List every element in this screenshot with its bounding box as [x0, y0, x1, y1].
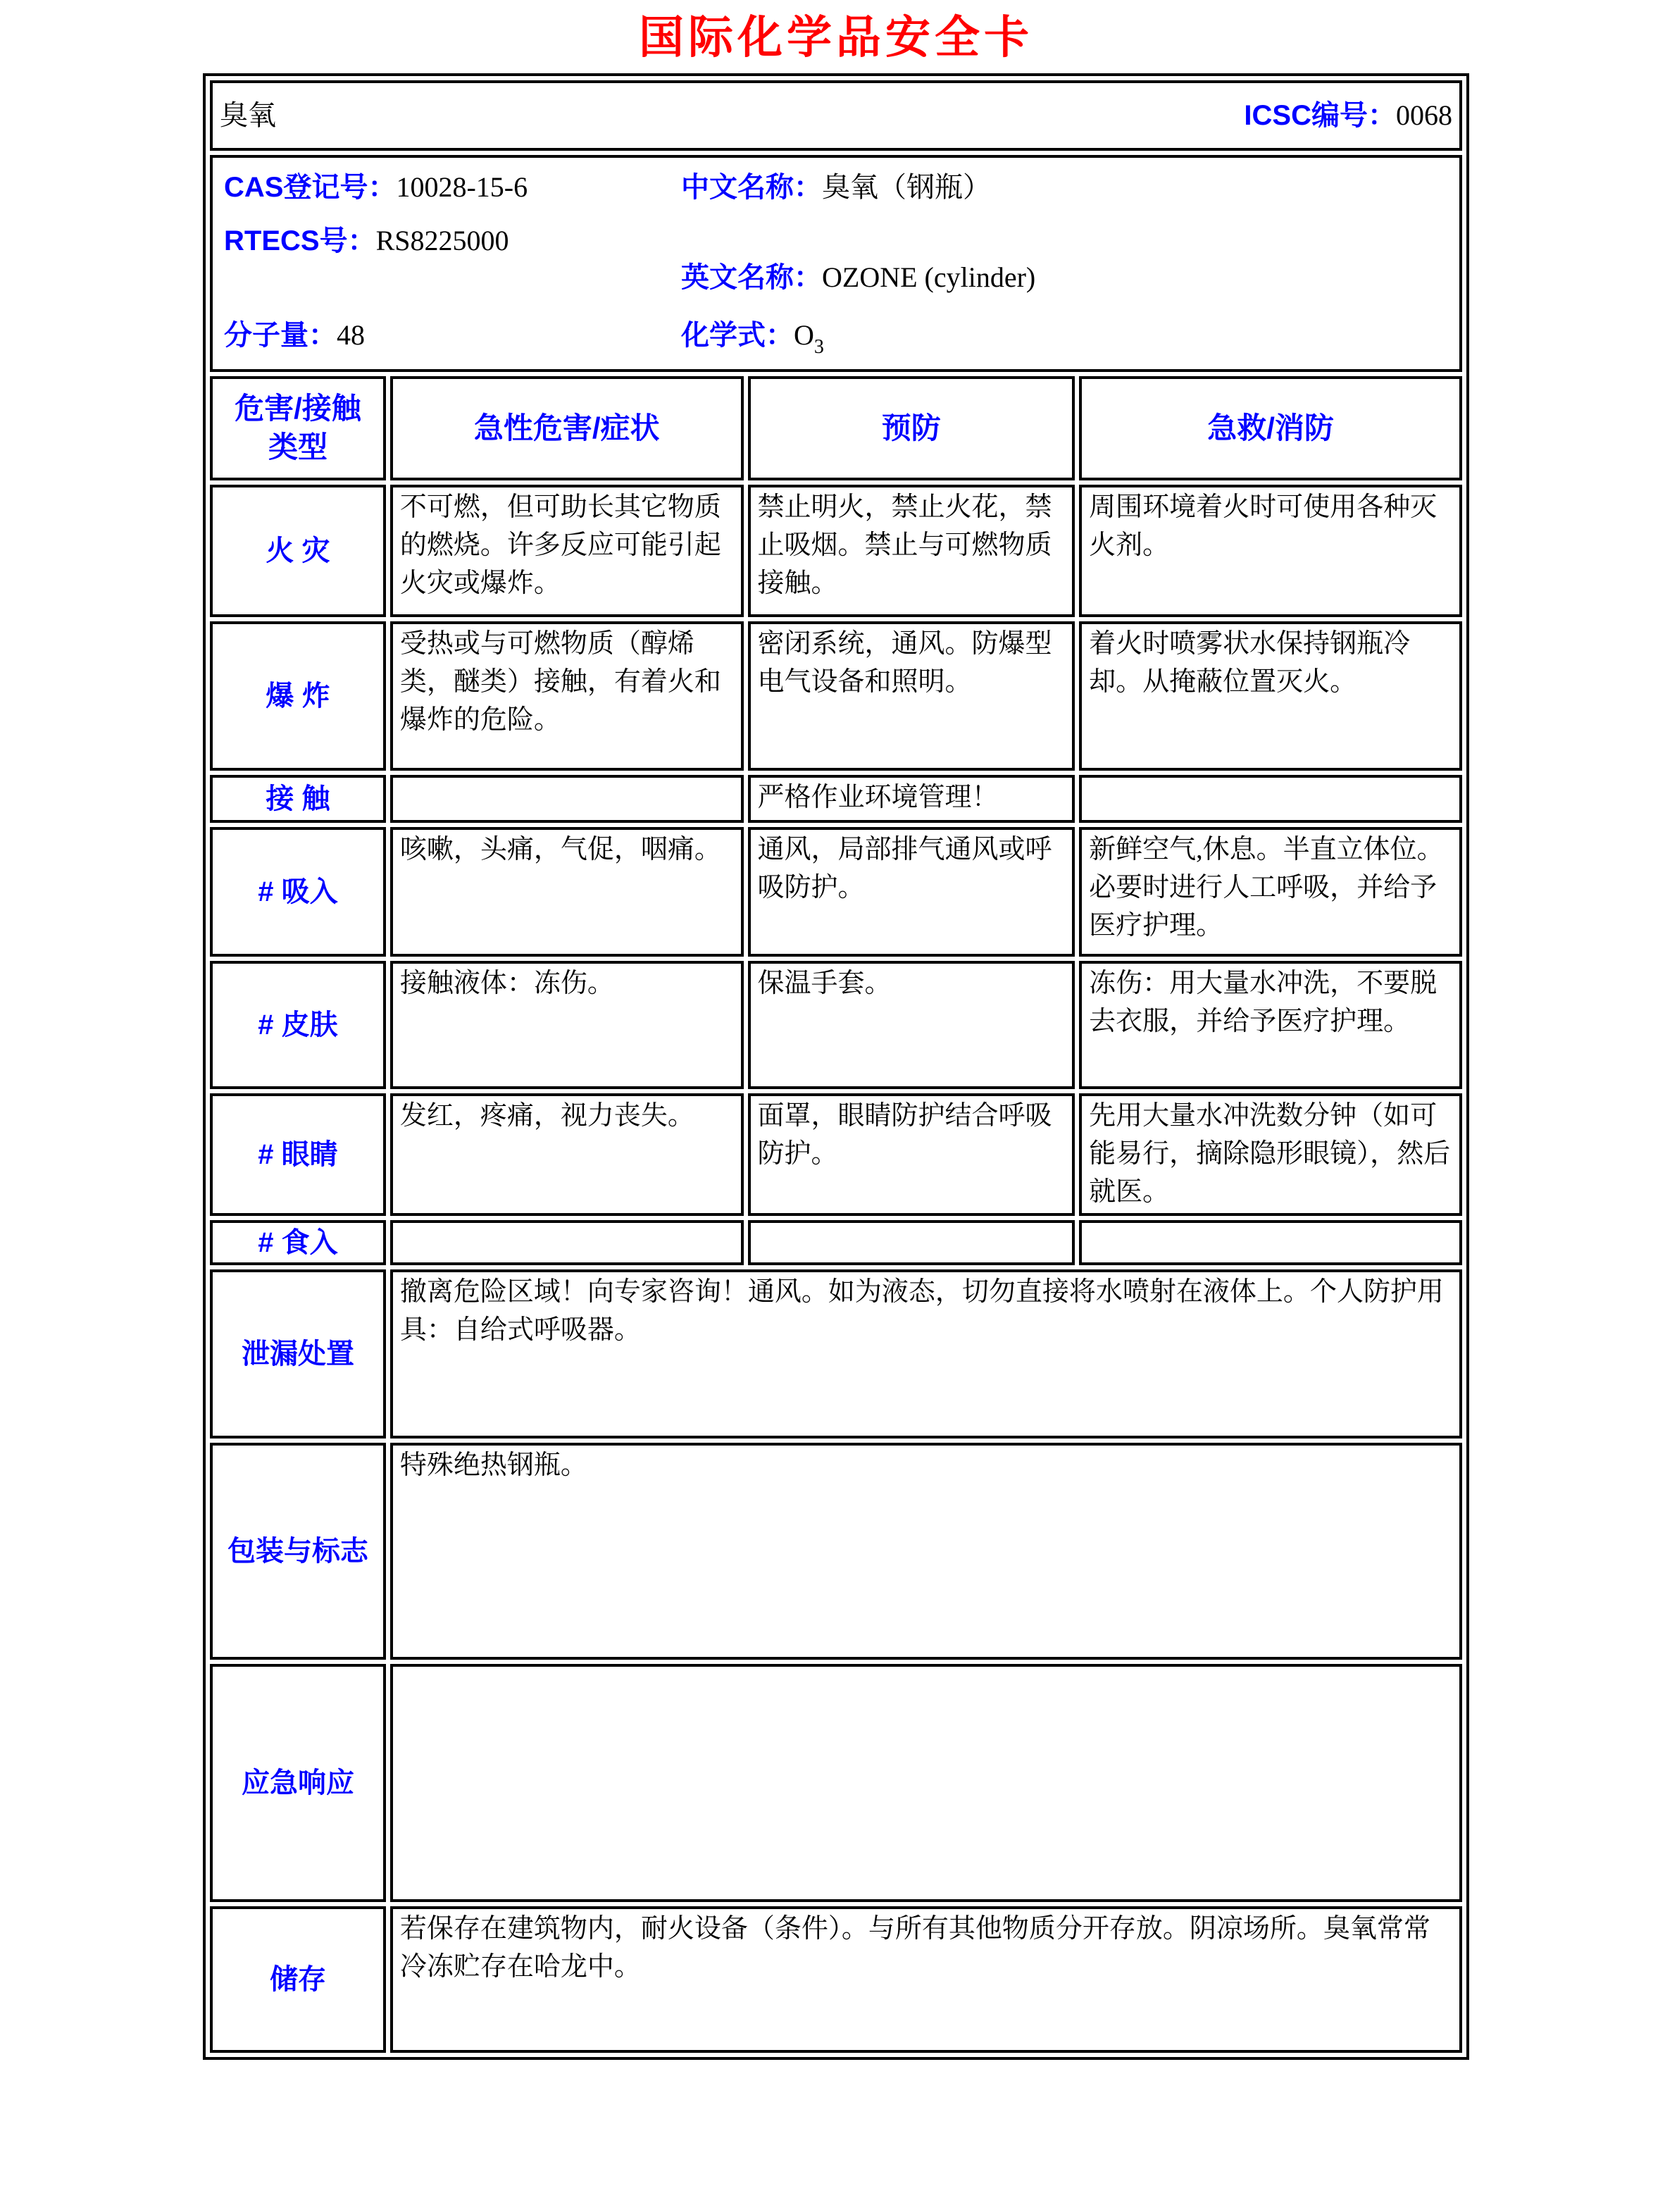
table-row-storage [210, 1906, 1462, 2053]
ingestion-symptoms-cell [390, 1220, 744, 1265]
inhalation-symptoms-cell: 咳嗽，头痛，气促，咽痛。 [390, 827, 744, 957]
exposure-firstaid-cell [1079, 775, 1462, 823]
explosion-symptoms-cell: 受热或与可燃物质（醇烯类，醚类）接触，有着火和爆炸的危险。 [390, 621, 744, 771]
ingestion-firstaid-cell [1079, 1220, 1462, 1265]
exposure-symptoms-cell [390, 775, 744, 823]
icsc-number-group [1244, 96, 1452, 136]
table-row-spill-disposal [210, 1269, 1462, 1439]
table-row-identity [210, 155, 1462, 372]
fire-firstaid-cell: 周围环境着火时可使用各种灭火剂。 [1079, 485, 1462, 617]
page-title: 国际化学品安全卡 [639, 13, 1033, 63]
section-label-storage: 储存 [210, 1906, 386, 2053]
english-name-field [681, 258, 1035, 298]
english-name-value: OZONE (cylinder) [822, 261, 1036, 293]
icsc-number-value: 0068 [1396, 99, 1452, 131]
spill-disposal-content-cell: 撤离危险区域！向专家咨询！通风。如为液态，切勿直接将水喷射在液体上。个人防护用具：自给式呼吸器。 [390, 1269, 1462, 1439]
table-row-eyes [210, 1093, 1462, 1216]
skin-firstaid-cell: 冻伤：用大量水冲洗，不要脱去衣服，并给予医疗护理。 [1079, 961, 1462, 1089]
table-row-emergency-response [210, 1664, 1462, 1902]
skin-prevention-cell: 保温手套。 [748, 961, 1075, 1089]
col-header-hazard-type: 危害/接触 类型 [210, 376, 386, 480]
icsc-number-label: ICSC编号： [1244, 99, 1396, 131]
english-name-label: 英文名称： [681, 262, 822, 293]
col-header-symptoms: 急性危害/症状 [390, 376, 744, 480]
eyes-symptoms-cell: 发红，疼痛，视力丧失。 [390, 1093, 744, 1216]
table-row-header [210, 80, 1462, 151]
rtecs-field [224, 221, 509, 261]
hazard-label-eyes: # 眼睛 [210, 1093, 386, 1216]
explosion-prevention-cell: 密闭系统，通风。防爆型电气设备和照明。 [748, 621, 1075, 771]
chemical-formula-field [681, 316, 824, 361]
hazard-label-explosion: 爆 炸 [210, 621, 386, 771]
table-row-inhalation [210, 827, 1462, 957]
hazard-label-inhalation: # 吸入 [210, 827, 386, 957]
cas-value: 10028-15-6 [396, 171, 528, 203]
chinese-name-value: 臭氧（钢瓶） [822, 171, 991, 203]
fire-prevention-cell: 禁止明火，禁止火花，禁止吸烟。禁止与可燃物质接触。 [748, 485, 1075, 617]
section-label-emergency-response: 应急响应 [210, 1664, 386, 1902]
rtecs-value: RS8225000 [375, 225, 509, 256]
col-header-prevention: 预防 [748, 376, 1075, 480]
section-label-packaging: 包装与标志 [210, 1443, 386, 1660]
molecular-weight-value: 48 [337, 319, 365, 351]
identity-cell [210, 155, 1462, 372]
explosion-firstaid-cell: 着火时喷雾状水保持钢瓶冷却。从掩蔽位置灭火。 [1079, 621, 1462, 771]
ingestion-prevention-cell [748, 1220, 1075, 1265]
table-row-ingestion [210, 1220, 1462, 1265]
molecular-weight-field [224, 316, 365, 356]
exposure-prevention-cell: 严格作业环境管理！ [748, 775, 1075, 823]
table-row-exposure [210, 775, 1462, 823]
substance-name: 臭氧 [220, 99, 276, 131]
table-row-column-headers [210, 376, 1462, 480]
cas-field [224, 168, 528, 208]
chinese-name-label: 中文名称： [681, 172, 822, 203]
section-label-spill-disposal: 泄漏处置 [210, 1269, 386, 1439]
emergency-response-content-cell [390, 1664, 1462, 1902]
table-row-explosion [210, 621, 1462, 771]
table-row-skin [210, 961, 1462, 1089]
hazard-label-exposure: 接 触 [210, 775, 386, 823]
inhalation-firstaid-cell: 新鲜空气,休息。半直立体位。必要时进行人工呼吸，并给予医疗护理。 [1079, 827, 1462, 957]
chemical-formula-base: O [794, 319, 814, 351]
rtecs-label: RTECS号： [224, 225, 376, 256]
inhalation-prevention-cell: 通风，局部排气通风或呼吸防护。 [748, 827, 1075, 957]
skin-symptoms-cell: 接触液体：冻伤。 [390, 961, 744, 1089]
chemical-formula-label: 化学式： [681, 320, 794, 351]
fire-symptoms-cell: 不可燃，但可助长其它物质的燃烧。许多反应可能引起火灾或爆炸。 [390, 485, 744, 617]
cas-label: CAS登记号： [224, 172, 397, 203]
eyes-firstaid-cell: 先用大量水冲洗数分钟（如可能易行，摘除隐形眼镜），然后就医。 [1079, 1093, 1462, 1216]
chinese-name-field [681, 168, 991, 208]
hazard-label-fire: 火 灾 [210, 485, 386, 617]
packaging-content-cell: 特殊绝热钢瓶。 [390, 1443, 1462, 1660]
table-row-fire [210, 485, 1462, 617]
icsc-card-table [203, 73, 1469, 2060]
molecular-weight-label: 分子量： [224, 320, 337, 351]
chemical-formula-subscript: 3 [813, 336, 824, 358]
hazard-label-ingestion: # 食入 [210, 1220, 386, 1265]
eyes-prevention-cell: 面罩，眼睛防护结合呼吸防护。 [748, 1093, 1075, 1216]
col-header-firstaid: 急救/消防 [1079, 376, 1462, 480]
hazard-label-skin: # 皮肤 [210, 961, 386, 1089]
table-row-packaging [210, 1443, 1462, 1660]
storage-content-cell: 若保存在建筑物内，耐火设备（条件）。与所有其他物质分开存放。阴凉场所。臭氧常常冷冻贮存在哈龙中。 [390, 1906, 1462, 2053]
header-cell [210, 80, 1462, 151]
